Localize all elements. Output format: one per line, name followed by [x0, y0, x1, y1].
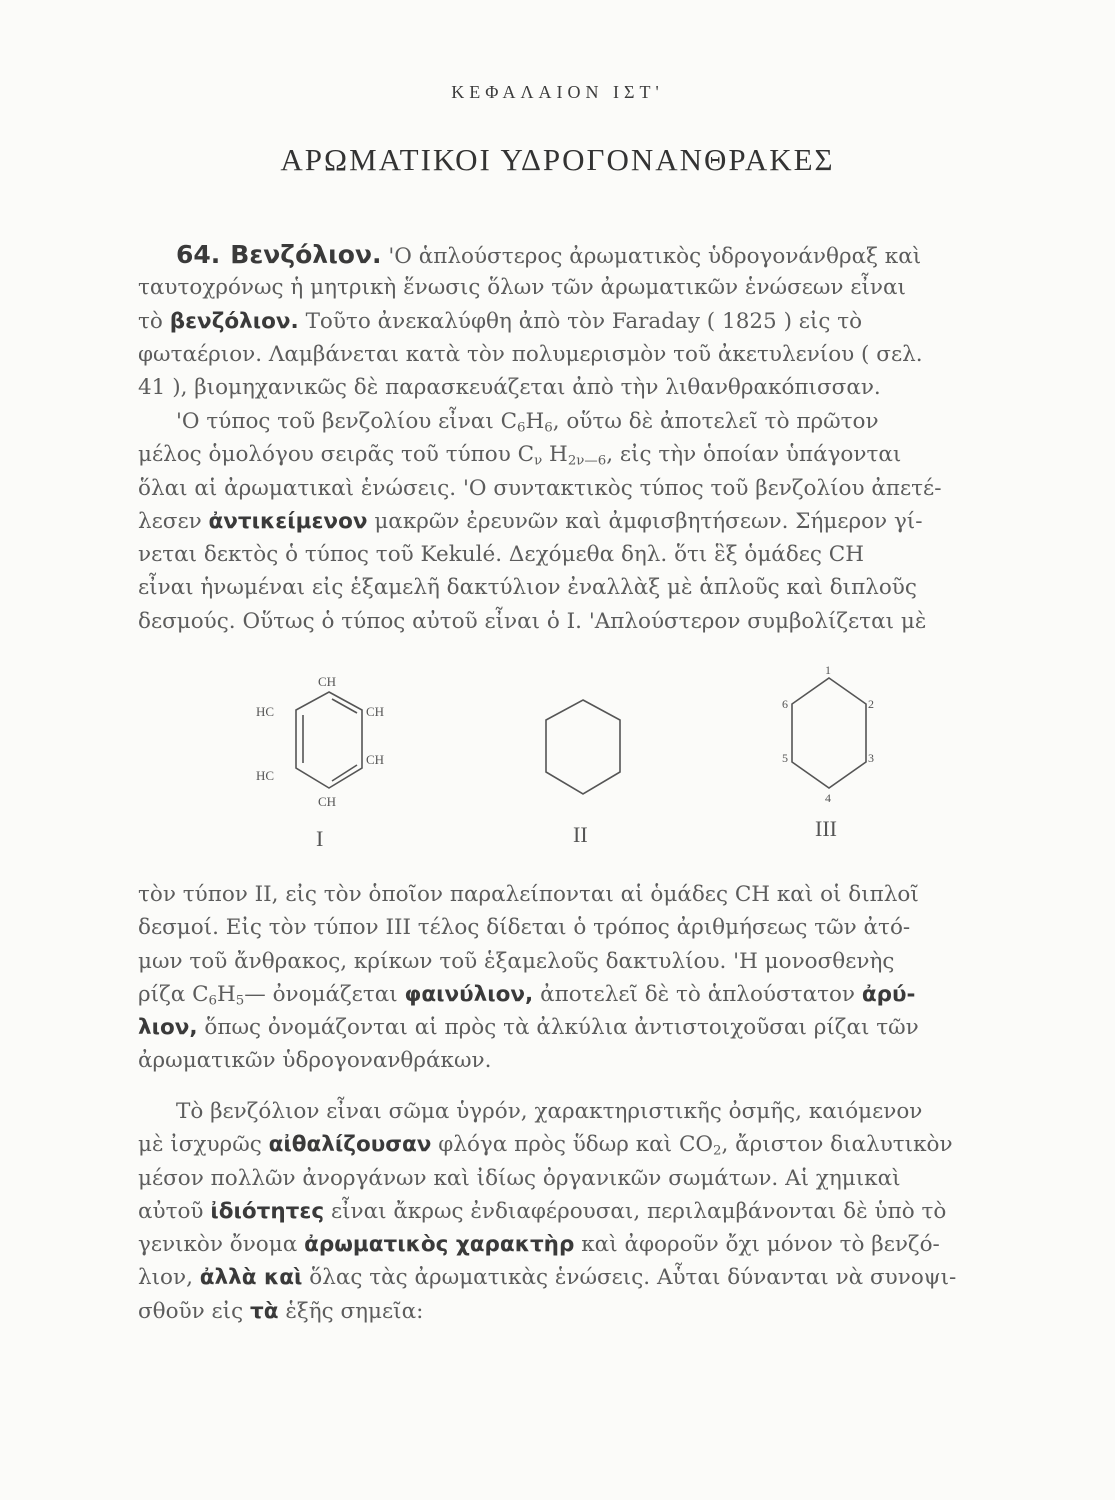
subscript: ν: [534, 453, 543, 469]
text-line: [138, 1228, 993, 1261]
text-span: εἶναι ἄκρως ἐνδιαφέρουσαι, περιλαμβάνονται δὲ ὑπὸ τὸ: [330, 1198, 947, 1224]
paragraph-properties: [138, 1095, 993, 1328]
formula-I-kekule: [296, 692, 362, 788]
text-span: , οὕτω δὲ ἀποτελεῖ τὸ πρῶτον: [552, 409, 879, 434]
subscript: 6: [544, 420, 553, 436]
bold-term-phenyl: φαινύλιον,: [404, 981, 534, 1007]
formula-label-I: I: [316, 826, 324, 851]
position-number: 2: [868, 697, 874, 711]
paragraph-benzene-intro: [138, 238, 993, 404]
text-span: ἀποτελεῖ δὲ τὸ ἁπλούστατον: [540, 981, 855, 1007]
text-span: ρίζα C: [138, 981, 209, 1007]
kekule-hexagon: [296, 692, 362, 788]
text-line: ταυτοχρόνως ἡ μητρικὴ ἕνωσις ὅλων τῶν ἀρωματικῶν ἑνώσεων εἶναι: [138, 275, 906, 301]
subscript: 6: [208, 993, 218, 1009]
bold-term: τὰ: [250, 1298, 279, 1324]
text-line: Τὸ βενζόλιον εἶναι σῶμα ὑγρόν, χαρακτηριστικῆς ὀσμῆς, καιόμενον: [176, 1099, 923, 1124]
atom-label-ch-upper: CH: [366, 704, 385, 719]
text-span: ὅπως ὀνομάζονται αἱ πρὸς τὰ ἀλκύλια ἀντιστοιχοῦσαι ρίζαι τῶν: [204, 1015, 919, 1041]
position-number: 3: [868, 751, 874, 765]
text-span: Τοῦτο ἀνεκαλύφθη ἀπὸ τὸν Faraday ( 1825 ) εἰς τὸ: [305, 308, 863, 334]
text-span: λιον,: [138, 1265, 193, 1291]
text-line: [138, 1195, 993, 1228]
text-line: εἶναι ἡνωμέναι εἰς ἑξαμελῆ δακτύλιον ἐναλλὰξ μὲ ἁπλοῦς καὶ διπλοῦς: [138, 575, 917, 601]
text-line: [138, 405, 993, 438]
formula-label-II: II: [573, 822, 588, 847]
subscript: 5: [235, 993, 245, 1009]
text-line: δεσμοί. Εἰς τὸν τύπον III τέλος δίδεται ὁ τρόπος ἀριθμήσεως τῶν ἀτό-: [138, 915, 911, 941]
text-line: τὸν τύπον II, εἰς τὸν ὁποῖον παραλείπονται αἱ ὁμάδες CH καὶ οἱ διπλοῖ: [138, 882, 919, 907]
text-span: μακρῶν ἐρευνῶν καὶ ἀμφισβητήσεων. Σήμερον γί-: [374, 508, 923, 534]
text-line: [138, 505, 993, 538]
position-number: 4: [825, 791, 831, 805]
subscript: 6: [517, 420, 526, 436]
formula-diagrams: [0, 660, 1115, 860]
text-span: μέλος ὁμολόγου σειρᾶς τοῦ τύπου C: [138, 442, 535, 468]
text-line: φωταέριον. Λαμβάνεται κατὰ τὸν πολυμερισμὸν τοῦ ἀκετυλενίου ( σελ.: [138, 341, 923, 367]
formula-III-hexagon: [792, 678, 866, 788]
text-line: [138, 1261, 993, 1294]
text-line: [138, 1295, 993, 1328]
text-span: λεσεν: [138, 508, 202, 534]
text-line: [138, 1128, 993, 1161]
atom-label-hc-upper: HC: [256, 704, 275, 719]
chapter-title: ΑΡΩΜΑΤΙΚΟΙ ΥΔΡΟΓΟΝΑΝΘΡΑΚΕΣ: [280, 142, 835, 177]
text-line: νεται δεκτὸς ὁ τύπος τοῦ Kekulé. Δεχόμεθα δηλ. ὅτι ἓξ ὁμάδες CH: [138, 542, 864, 568]
text-span: καὶ ἀφοροῦν ὄχι μόνον τὸ βενζό-: [581, 1232, 940, 1258]
text-span: φλόγα πρὸς ὕδωρ καὶ CO: [438, 1132, 714, 1158]
atom-label-ch-lower: CH: [366, 752, 385, 767]
bold-term-aryl-end: λιον,: [138, 1015, 198, 1041]
atom-label-hc-lower: HC: [256, 768, 275, 783]
text-span: 'Ο τύπος τοῦ βενζολίου εἶναι C: [176, 409, 518, 434]
text-line: μέσον πολλῶν ἀνοργάνων καὶ ἰδίως ὀργανικῶν σωμάτων. Αἱ χημικαὶ: [138, 1165, 901, 1191]
text-span: μὲ ἰσχυρῶς: [138, 1132, 262, 1158]
atom-label-ch-bottom: CH: [318, 794, 337, 809]
position-number: 1: [825, 663, 831, 677]
text-span: γενικὸν ὄνομα: [138, 1232, 298, 1258]
bold-term: αἰθαλίζουσαν: [268, 1132, 432, 1158]
subscript: 2ν—6: [567, 453, 607, 469]
bold-term: ἀντικείμενον: [208, 508, 368, 534]
text-span: ἑξῆς σημεῖα:: [285, 1298, 424, 1324]
text-line: [138, 1011, 993, 1044]
position-number: 6: [782, 697, 788, 711]
text-line: [138, 438, 993, 471]
text-span: — ὀνομάζεται: [244, 981, 398, 1007]
text-span: H: [525, 409, 545, 434]
text-line: ὅλαι αἱ ἀρωματικαὶ ἑνώσεις. 'Ο συντακτικὸς τύπος τοῦ βενζολίου ἀπετέ-: [138, 475, 942, 501]
section-number: 64.: [176, 240, 221, 269]
text-span: αὐτοῦ: [138, 1198, 204, 1224]
text-span: ὅλας τὰς ἀρωματικὰς ἑνώσεις. Αὗται δύνανται νὰ συνοψι-: [309, 1265, 957, 1291]
position-number: 5: [782, 751, 788, 765]
text-span: 'Ο ἁπλούστερος ἀρωματικὸς ὑδρογονάνθραξ καὶ: [388, 244, 922, 269]
text-line: ἀρωματικῶν ὑδρογονανθράκων.: [138, 1048, 492, 1074]
formula-label-III: III: [815, 816, 837, 841]
section-heading: Βενζόλιον.: [230, 240, 382, 269]
formula-II-hexagon: [546, 700, 620, 794]
text-span: H: [542, 442, 568, 468]
bold-term: ἰδιότητες: [210, 1198, 325, 1224]
chapter-heading: ΚΕΦΑΛΑΙΟΝ ΙΣΤ': [451, 82, 664, 102]
text-span: , εἰς τὴν ὁποίαν ὑπάγονται: [606, 442, 902, 468]
paragraph-phenyl: [138, 878, 993, 1078]
bold-term-benzene: βενζόλιον.: [169, 308, 299, 334]
bold-term-aromatic-character: ἀρωματικὸς χαρακτὴρ: [304, 1232, 575, 1258]
text-span: σθοῦν εἰς: [138, 1298, 244, 1324]
bold-term-aryl: ἀρύ-: [861, 981, 916, 1007]
text-span: , ἄριστον διαλυτικὸν: [721, 1132, 953, 1158]
subscript: 2: [713, 1143, 722, 1159]
paragraph-formula: [138, 405, 993, 638]
bold-term: ἀλλὰ καὶ: [199, 1265, 303, 1291]
text-span: τὸ: [138, 308, 163, 334]
text-line: 41 ), βιομηχανικῶς δὲ παρασκευάζεται ἀπὸ τὴν λιθανθρακόπισσαν.: [138, 375, 881, 401]
structural-formulas: [0, 660, 1115, 860]
text-line: δεσμούς. Οὕτως ὁ τύπος αὐτοῦ εἶναι ὁ I. 'Απλούστερον συμβολίζεται μὲ: [138, 608, 927, 634]
text-line: [138, 238, 993, 271]
text-span: H: [217, 981, 236, 1007]
text-line: μων τοῦ ἄνθρακος, κρίκων τοῦ ἑξαμελοῦς δακτυλίου. 'Η μονοσθενὴς: [138, 948, 895, 974]
text-line: [138, 305, 993, 338]
text-line: [138, 978, 993, 1011]
atom-label-ch-top: CH: [318, 674, 337, 689]
